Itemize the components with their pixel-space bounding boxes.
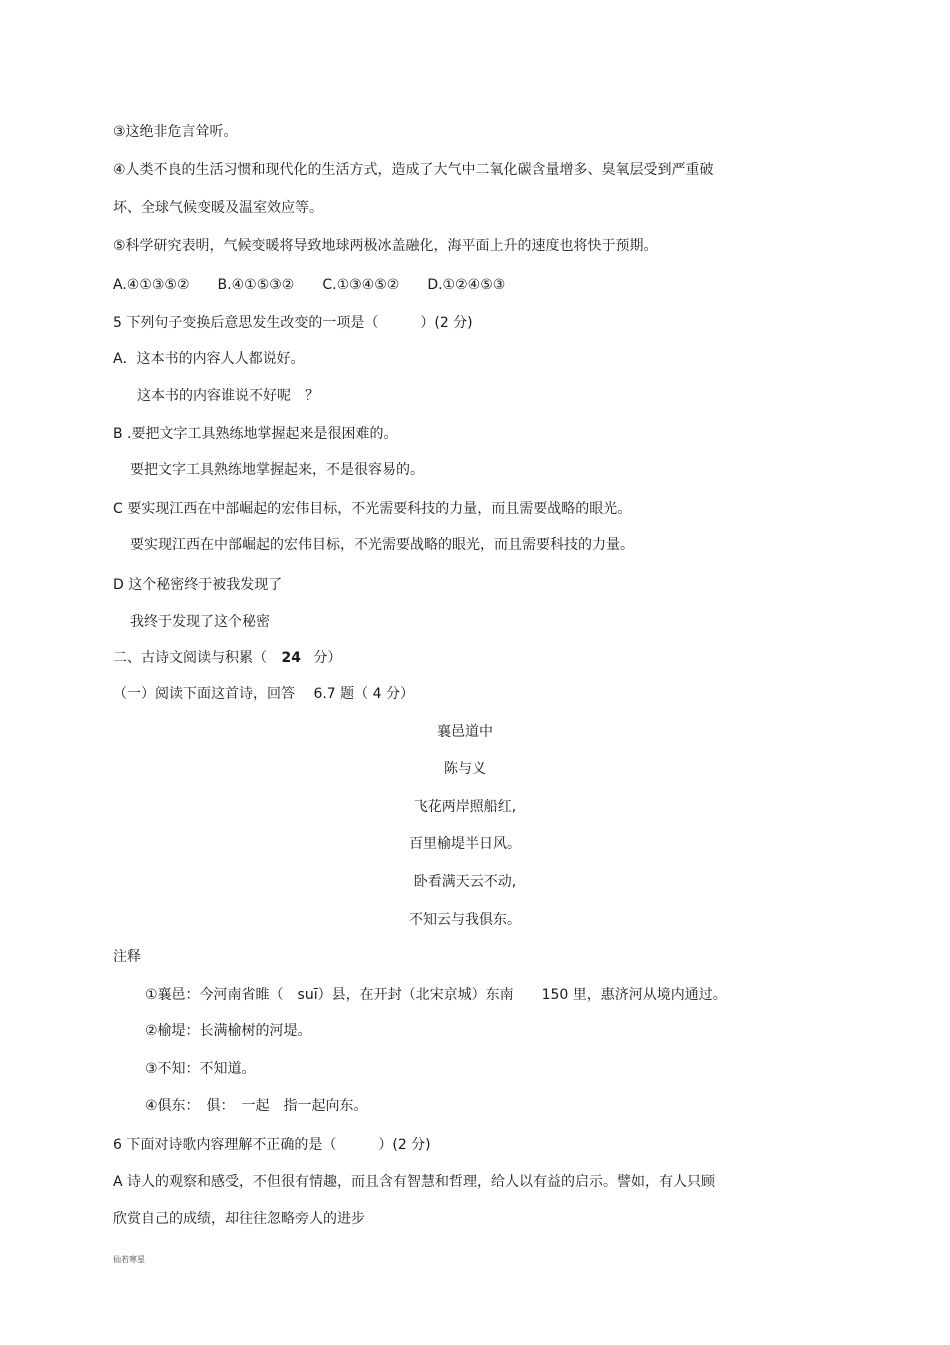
q5-option-b-2: 要把文字工具熟练地掌握起来，不是很容易的。 [130, 462, 424, 478]
section-2-heading-post: 分） [313, 650, 342, 666]
option-4-line-2: 坏、全球气候变暖及温室效应等。 [113, 200, 323, 216]
q5-stem: 5 下列句子变换后意思发生改变的一项是（ ）(2 分) [113, 315, 473, 331]
poem-line-1: 飞花两岸照船红, [413, 799, 517, 815]
option-5: ⑤科学研究表明，气候变暖将导致地球两极冰盖融化，海平面上升的速度也将快于预期。 [113, 238, 658, 254]
page-footer: 仙若寒星 [113, 1255, 145, 1264]
q5-option-a-2: 这本书的内容谁说不好呢 ？ [137, 388, 319, 404]
section-2-heading-pre: 二、古诗文阅读与积累（ [113, 650, 267, 666]
q6-stem: 6 下面对诗歌内容理解不正确的是（ ）(2 分) [113, 1137, 431, 1153]
q5-option-a-1: A．这本书的内容人人都说好。 [113, 351, 305, 367]
section-2-heading [113, 649, 341, 667]
notes-label: 注释 [113, 949, 141, 965]
q5-option-b-1: B .要把文字工具熟练地掌握起来是很困难的。 [113, 426, 398, 442]
poem-author: 陈与义 [444, 761, 486, 777]
poem-line-2: 百里榆堤半日风。 [409, 836, 521, 852]
poem-title: 襄邑道中 [437, 724, 493, 740]
section-2-heading-score: 24 [281, 650, 301, 666]
option-4-line-1: ④人类不良的生活习惯和现代化的生活方式，造成了大气中二氧化碳含量增多、臭氧层受到严重破 [113, 162, 714, 178]
section-2-sub-instructions: （一）阅读下面这首诗，回答 6.7 题（ 4 分） [113, 686, 414, 702]
option-3: ③这绝非危言耸听。 [113, 124, 238, 140]
q6-option-a-1: A 诗人的观察和感受，不但很有情趣，而且含有智慧和哲理，给人以有益的启示。譬如，有人只顾 [113, 1174, 716, 1190]
q6-option-a-2: 欣赏自己的成绩，却往往忽略旁人的进步 [113, 1211, 365, 1227]
poem-line-3: 卧看满天云不动, [413, 874, 517, 890]
q5-option-d-1: D 这个秘密终于被我发现了 [113, 577, 283, 593]
q4-answer-choices: A.④①③⑤② B.④①⑤③② C.①③④⑤② D.①②④⑤③ [113, 277, 506, 293]
q5-option-c-2: 要实现江西在中部崛起的宏伟目标，不光需要战略的眼光，而且需要科技的力量。 [130, 537, 634, 553]
q5-option-d-2: 我终于发现了这个秘密 [130, 614, 270, 630]
note-4: ④俱东： 俱： 一起 指一起向东。 [145, 1098, 368, 1114]
note-3: ③不知：不知道。 [145, 1061, 256, 1077]
poem-line-4: 不知云与我俱东。 [409, 912, 521, 928]
q5-option-c-1: C 要实现江西在中部崛起的宏伟目标，不光需要科技的力量，而且需要战略的眼光。 [113, 501, 632, 517]
note-2: ②榆堤：长满榆树的河堤。 [145, 1023, 312, 1039]
note-1: ①襄邑：今河南省睢（ suī）县，在开封（北宋京城）东南 150 里，惠济河从境内通过。 [145, 987, 727, 1003]
